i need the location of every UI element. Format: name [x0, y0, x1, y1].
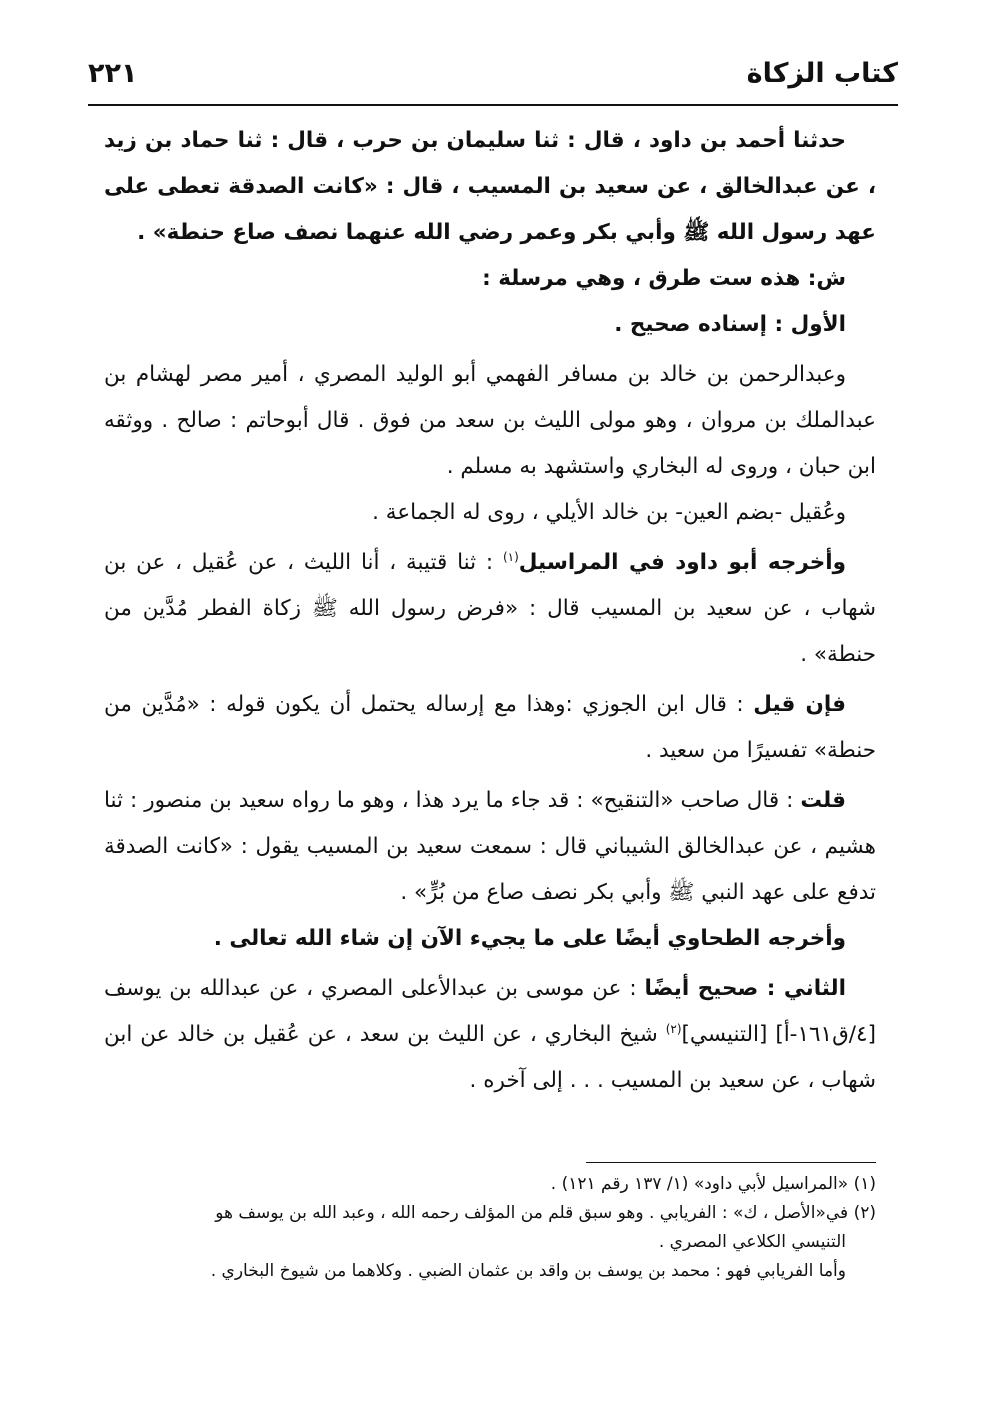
header-divider: [88, 104, 898, 106]
objection-paragraph: [104, 682, 876, 774]
paragraph-body: : ثنا قتيبة ، أنا الليث ، عن عُقيل ، عن بن شهاب ، عن سعيد بن المسيب قال : «فرض رسول الله ﷺ زكاة الفطر مُدَّين من حنطة» .: [104, 550, 876, 667]
response-paragraph: [104, 778, 876, 916]
footnote-2: (٢) في«الأصل ، ك» : الفريابي . وهو سبق قلم من المؤلف رحمه الله ، وعبد الله بن يوسف هو: [215, 1203, 876, 1223]
paragraph-body: : قال صاحب «التنقيح» : قد جاء ما يرد هذا ، وهو ما رواه سعيد بن منصور : ثنا هشيم ، عن عبدالخالق الشيباني قال : سمعت سعيد بن المسيب يقول : «كانت الصدقة تدفع على عهد النبي ﷺ وأبي بكر نصف صاع من بُرٍّ» .: [104, 788, 876, 905]
paragraph-body: : قال ابن الجوزي :وهذا مع إرساله يحتمل أن يكون قوله : «مُدَّين من حنطة» تفسيرًا من سعيد .: [104, 692, 876, 763]
main-text: [104, 118, 876, 1104]
footnote-2-addendum: وأما الفريابي فهو : محمد بن يوسف بن واقد بن عثمان الضبي . وكلاهما من شيوخ البخاري .: [210, 1261, 846, 1281]
narrator-bio-paragraph: وعبدالرحمن بن خالد بن مسافر الفهمي أبو الوليد المصري ، أمير مصر لهشام بن عبدالملك بن مروان ، وهو مولى الليث بن سعد من فوق . قال أبوحاتم : صالح . ووثقه ابن حبان ، وروى له البخاري واستشهد به مسلم .: [104, 362, 876, 479]
paragraph-lead: وأخرجه أبو داود في المراسيل: [518, 550, 846, 575]
footnote-2-continued: التنيسي الكلاعي المصري .: [658, 1232, 846, 1252]
paragraph-lead: قلت: [800, 788, 846, 813]
footnote-ref[interactable]: (١): [502, 549, 519, 564]
page-number: ٢٢١: [88, 58, 138, 89]
hadith-paragraph: حدثنا أحمد بن داود ، قال : ثنا سليمان بن حرب ، قال : ثنا حماد بن زيد ، عن عبدالخالق ، عن سعيد بن المسيب ، قال : «كانت الصدقة تعطى على عهد رسول الله ﷺ وأبي بكر وعمر رضي الله عنهما نصف صاع حنطة» .: [104, 128, 876, 245]
tahawi-paragraph: وأخرجه الطحاوي أيضًا على ما يجيء الآن إن شاء الله تعالى .: [213, 926, 846, 951]
second-chain-paragraph: [104, 966, 876, 1104]
footnote-divider: [586, 1162, 876, 1163]
paragraph-lead: فإن قيل: [753, 692, 847, 717]
page-header: [88, 58, 898, 98]
running-head: كتاب الزكاة: [746, 58, 898, 89]
footnote-ref[interactable]: (٢): [665, 1021, 682, 1036]
commentary-intro: ش: هذه ست طرق ، وهي مرسلة :: [482, 266, 846, 291]
paragraph-lead: الثاني : صحيح أيضًا: [644, 976, 846, 1001]
footnote-1: (١) «المراسيل لأبي داود» (١/ ١٣٧ رقم ١٢١) .: [550, 1174, 876, 1194]
uqayl-note-paragraph: وعُقيل -بضم العين- بن خالد الأيلي ، روى له الجماعة .: [372, 500, 846, 525]
paragraph-body-continued: شيخ البخاري ، عن الليث بن سعد ، عن عُقيل بن خالد عن ابن شهاب ، عن سعيد بن المسيب . . . إلى آخره .: [104, 1022, 876, 1093]
paragraph-body: : عن موسى بن عبدالأعلى المصري ، عن عبدالله بن يوسف [٤/ق١٦١-أ] [التنيسي]: [104, 976, 876, 1047]
abu-dawud-paragraph: [104, 540, 876, 678]
footnotes: [104, 1170, 876, 1286]
first-chain-heading: الأول : إسناده صحيح .: [614, 312, 846, 337]
